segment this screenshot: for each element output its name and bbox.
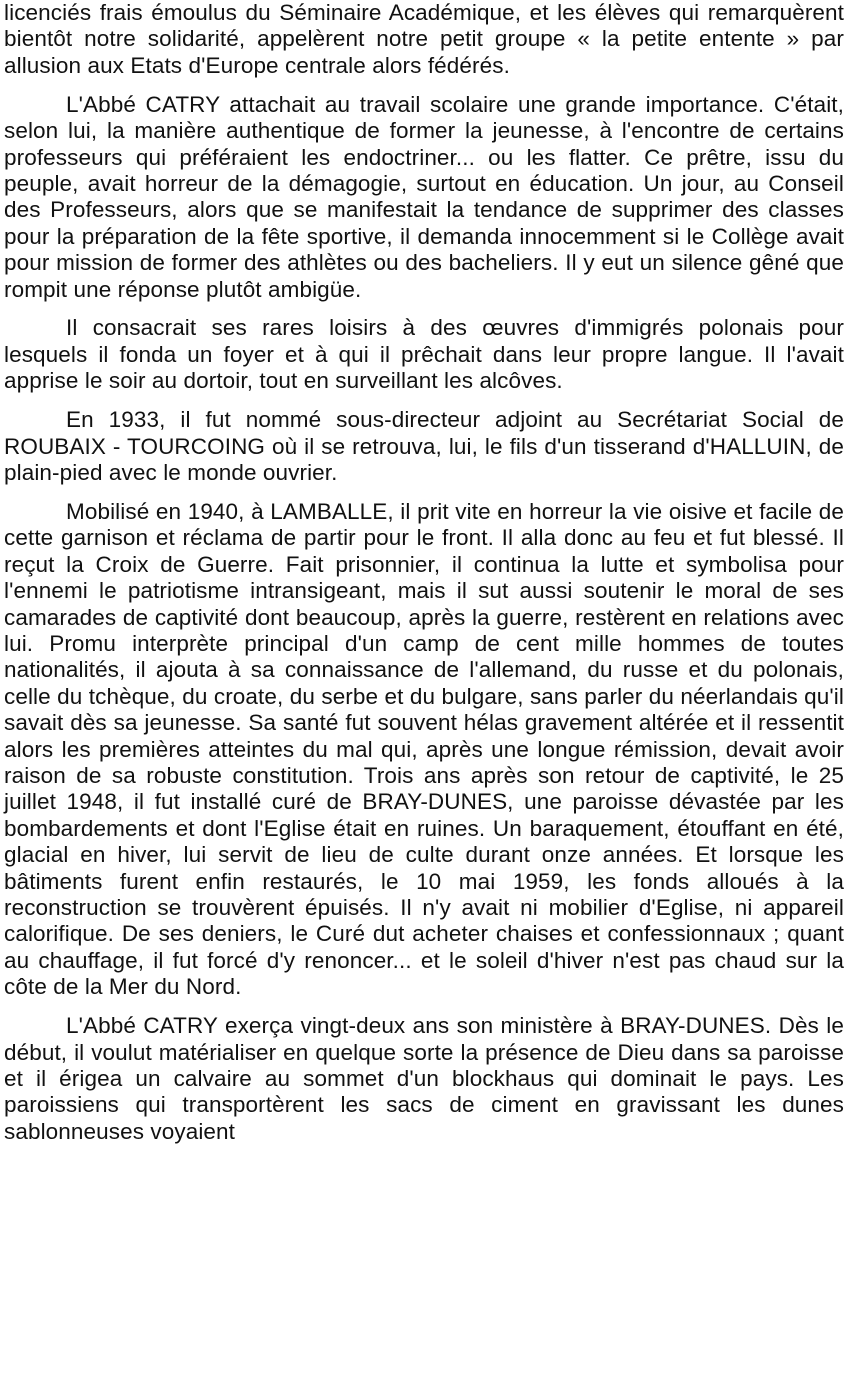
document-page: [4, 0, 844, 1145]
paragraph-petite-entente: licenciés frais émoulus du Séminaire Académique, et les élèves qui remarquèrent bientôt notre solidarité, appelèrent notre petit groupe « la petite entente » par allusion aux Etats d'Europe centrale alors fédérés.: [4, 0, 844, 78]
paragraph-secretariat-social: En 1933, il fut nommé sous-directeur adjoint au Secrétariat Social de ROUBAIX - TOURCOING où il se retrouva, lui, le fils d'un tisserand d'HALLUIN, de plain-pied avec le monde ouvrier.: [4, 407, 844, 485]
paragraph-ministere-bray-dunes: L'Abbé CATRY exerça vingt-deux ans son ministère à BRAY-DUNES. Dès le début, il voulut matérialiser en quelque sorte la présence de Dieu dans sa paroisse et il érigea un calvaire au sommet d'un blockhaus qui dominait le pays. Les paroissiens qui transportèrent les sacs de ciment en gravissant les dunes sablonneuses voyaient: [4, 1013, 844, 1144]
paragraph-mobilisation-captivite: Mobilisé en 1940, à LAMBALLE, il prit vite en horreur la vie oisive et facile de cette garnison et réclama de partir pour le front. Il alla donc au feu et fut blessé. Il reçut la Croix de Guerre. Fait prisonnier, il continua la lutte et symbolisa pour l'ennemi le patriotisme intransigeant, mais il sut aussi soutenir le moral de ses camarades de captivité dont beaucoup, après la guerre, restèrent en relations avec lui. Promu interprète principal d'un camp de cent mille hommes de toutes nationalités, il ajouta à sa connaissance de l'allemand, du russe et du polonais, celle du tchèque, du croate, du serbe et du bulgare, sans parler du néerlandais qu'il savait dès sa jeunesse. Sa santé fut souvent hélas gravement altérée et il ressentit alors les premières atteintes du mal qui, après une longue rémission, devait avoir raison de sa robuste constitution. Trois ans après son retour de captivité, le 25 juillet 1948, il fut installé curé de BRAY-DUNES, une paroisse dévastée par les bombardements et dont l'Eglise était en ruines. Un baraquement, étouffant en été, glacial en hiver, lui servit de lieu de culte durant onze années. Et lorsque les bâtiments furent enfin restaurés, le 10 mai 1959, les fonds alloués à la reconstruction se trouvèrent épuisés. Il n'y avait ni mobilier d'Eglise, ni appareil calorifique. De ses deniers, le Curé dut acheter chaises et confessionnaux ; quant au chauffage, il fut forcé d'y renoncer... et le soleil d'hiver n'est pas chaud sur la côte de la Mer du Nord.: [4, 498, 844, 1000]
paragraph-travail-scolaire: L'Abbé CATRY attachait au travail scolaire une grande importance. C'était, selon lui, la manière authentique de former la jeunesse, à l'encontre de certains professeurs qui préféraient les endoctriner... ou les flatter. Ce prêtre, issu du peuple, avait horreur de la démagogie, surtout en éducation. Un jour, au Conseil des Professeurs, alors que se manifestait la tendance de supprimer des classes pour la préparation de la fête sportive, il demanda innocemment si le Collège avait pour mission de former des athlètes ou des bacheliers. Il y eut un silence gêné que rompit une réponse plutôt ambigüe.: [4, 91, 844, 302]
paragraph-immigres-polonais: Il consacrait ses rares loisirs à des œuvres d'immigrés polonais pour lesquels il fonda un foyer et à qui il prêchait dans leur propre langue. Il l'avait apprise le soir au dortoir, tout en surveillant les alcôves.: [4, 315, 844, 394]
